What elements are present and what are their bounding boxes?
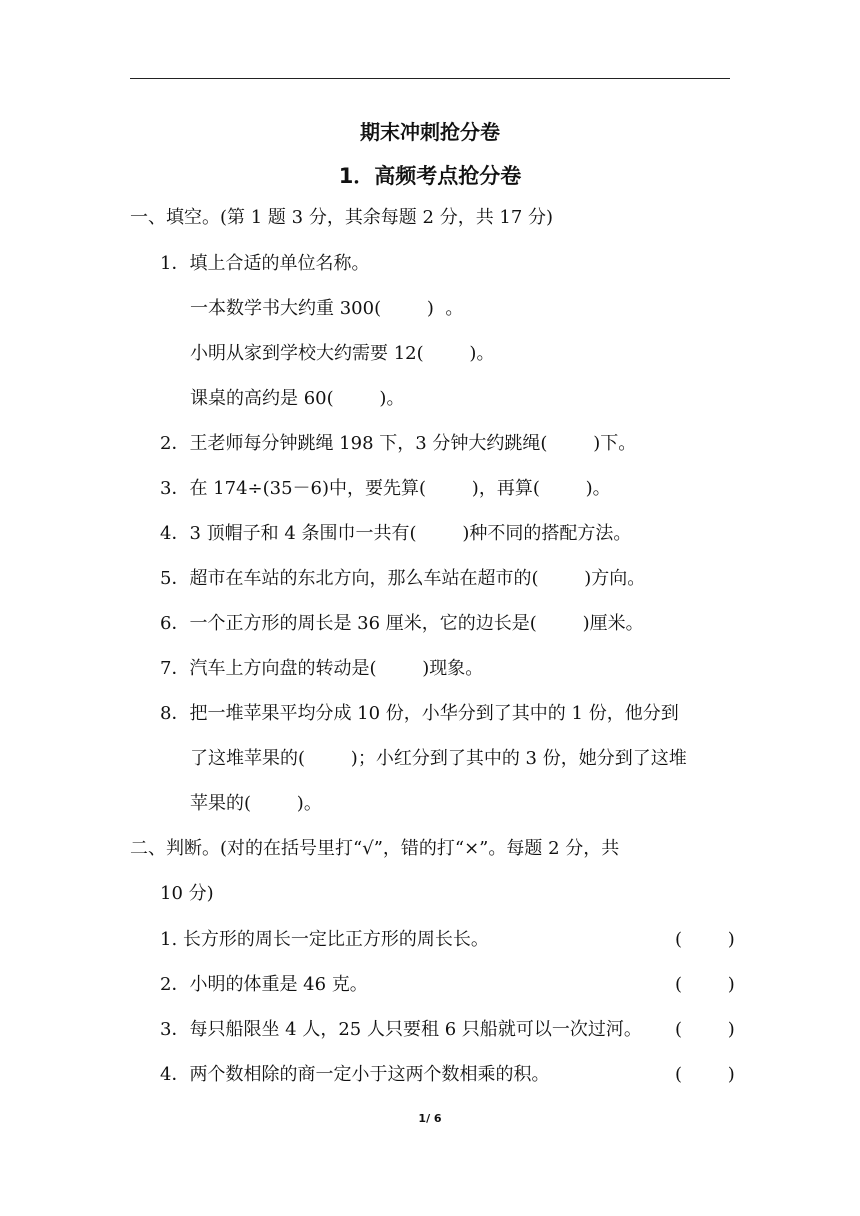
page-subtitle: 1．高频考点抢分卷 bbox=[338, 164, 522, 188]
judge-question-3: 3．每只船限坐 4 人，25 人只要租 6 只船就可以一次过河。 bbox=[160, 1019, 642, 1040]
question-1: 1．填上合适的单位名称。 bbox=[160, 253, 370, 274]
page-title: 期末冲刺抢分卷 bbox=[360, 120, 500, 144]
question-1c: 课桌的高约是 60( )。 bbox=[190, 388, 405, 409]
section2-heading-line2: 10 分) bbox=[160, 883, 214, 904]
question-7: 7．汽车上方向盘的转动是( )现象。 bbox=[160, 658, 484, 679]
judge-answer-1: ( ) bbox=[675, 929, 735, 950]
judge-question-1: 1. 长方形的周长一定比正方形的周长长。 bbox=[160, 929, 489, 950]
question-1b: 小明从家到学校大约需要 12( )。 bbox=[190, 343, 495, 364]
page-number: 1/ 6 bbox=[418, 1112, 442, 1125]
judge-answer-2: ( ) bbox=[675, 974, 735, 995]
header-rule bbox=[130, 78, 730, 79]
question-4: 4．3 顶帽子和 4 条围巾一共有( )种不同的搭配方法。 bbox=[160, 523, 632, 544]
question-3: 3．在 174÷(35－6)中，要先算( )，再算( )。 bbox=[160, 478, 611, 499]
question-8-line3: 苹果的( )。 bbox=[190, 793, 322, 814]
section2-heading-line1: 二、判断。(对的在括号里打“√”，错的打“×”。每题 2 分，共 bbox=[130, 838, 620, 859]
question-8-line1: 8．把一堆苹果平均分成 10 份，小华分到了其中的 1 份，他分到 bbox=[160, 703, 679, 724]
question-8-line2: 了这堆苹果的( )；小红分到了其中的 3 份，她分到了这堆 bbox=[190, 748, 687, 769]
question-1a: 一本数学书大约重 300( ) 。 bbox=[190, 298, 464, 319]
section1-heading: 一、填空。(第 1 题 3 分，其余每题 2 分，共 17 分) bbox=[130, 207, 554, 228]
question-5: 5．超市在车站的东北方向，那么车站在超市的( )方向。 bbox=[160, 568, 646, 589]
judge-answer-4: ( ) bbox=[675, 1064, 735, 1085]
judge-question-2: 2．小明的体重是 46 克。 bbox=[160, 974, 368, 995]
judge-answer-3: ( ) bbox=[675, 1019, 735, 1040]
question-6: 6．一个正方形的周长是 36 厘米，它的边长是( )厘米。 bbox=[160, 613, 644, 634]
judge-question-4: 4．两个数相除的商一定小于这两个数相乘的积。 bbox=[160, 1064, 550, 1085]
question-2: 2．王老师每分钟跳绳 198 下，3 分钟大约跳绳( )下。 bbox=[160, 433, 637, 454]
